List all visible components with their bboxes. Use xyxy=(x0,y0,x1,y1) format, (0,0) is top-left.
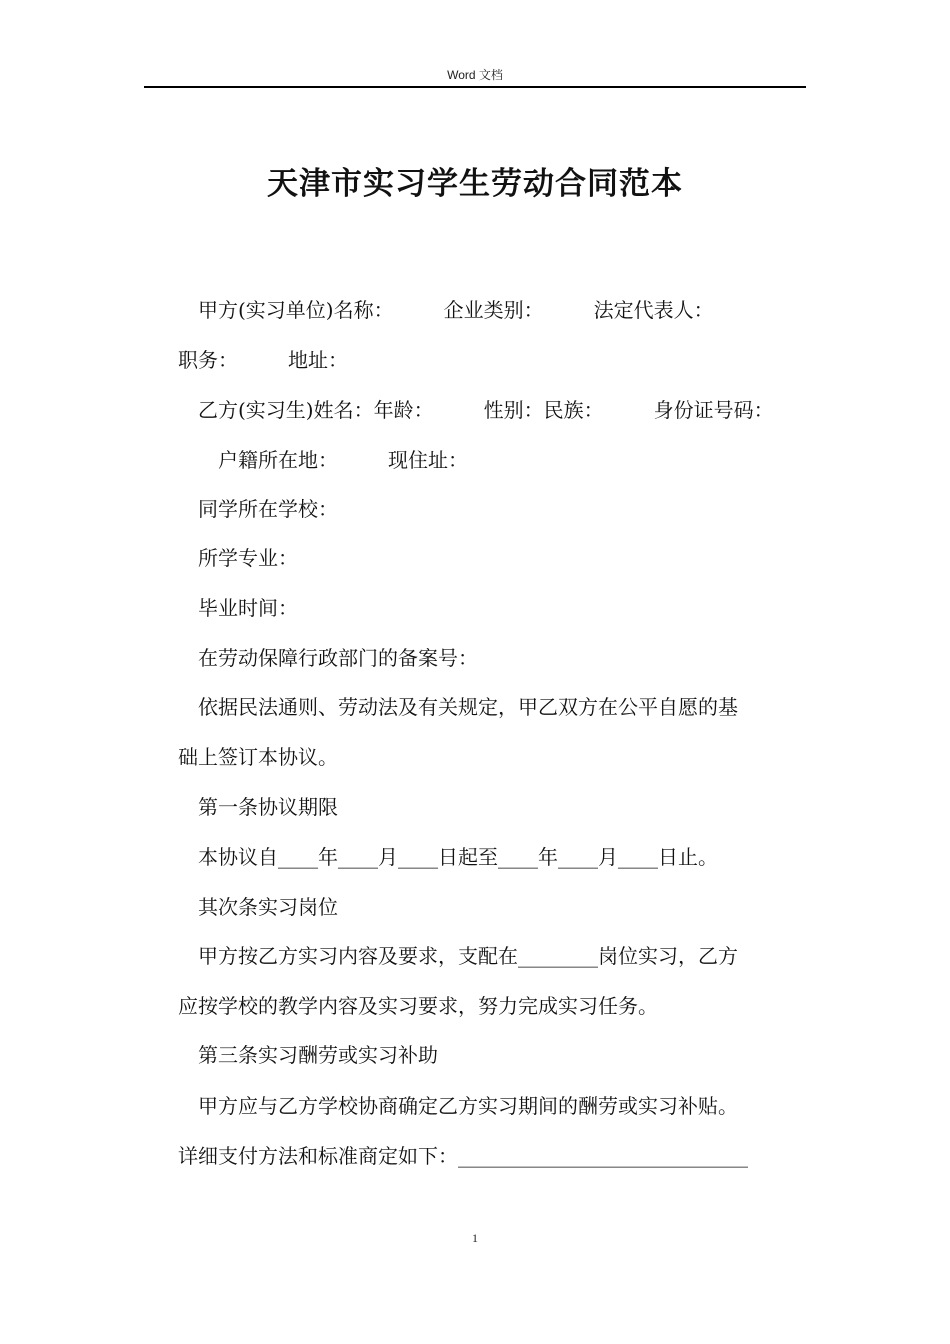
body-line: 甲方(实习单位)名称： 企业类别： 法定代表人： xyxy=(178,298,714,322)
section-heading: 其次条实习岗位 xyxy=(178,895,338,919)
body-line: 所学专业： xyxy=(178,546,298,570)
header-rule xyxy=(144,86,806,88)
body-line: 在劳动保障行政部门的备案号： xyxy=(178,646,478,670)
body-line: 甲方应与乙方学校协商确定乙方实习期间的酬劳或实习补贴。 xyxy=(178,1094,738,1118)
body-line: 应按学校的教学内容及实习要求，努力完成实习任务。 xyxy=(178,994,658,1018)
body-line: 依据民法通则、劳动法及有关规定，甲乙双方在公平自愿的基 xyxy=(178,695,738,719)
header-label: Word 文档 xyxy=(447,68,503,82)
body-line: 户籍所在地： 现住址： xyxy=(178,448,468,472)
body-line: 乙方(实习生)姓名：年龄： 性别：民族： 身份证号码： xyxy=(178,398,774,422)
body-line: 甲方按乙方实习内容及要求，支配在________岗位实习，乙方 xyxy=(178,944,738,968)
section-heading: 第一条协议期限 xyxy=(178,795,338,819)
body-line: 毕业时间： xyxy=(178,596,298,620)
section-heading: 第三条实习酬劳或实习补助 xyxy=(178,1043,438,1067)
document-title: 天津市实习学生劳动合同范本 xyxy=(267,166,683,202)
page-number: 1 xyxy=(472,1231,478,1245)
body-line: 础上签订本协议。 xyxy=(178,745,338,769)
body-line: 详细支付方法和标准商定如下：_____________________________ xyxy=(178,1144,748,1168)
body-line: 职务： 地址： xyxy=(178,348,348,372)
body-line: 本协议自____年____月____日起至____年____月____日止。 xyxy=(178,845,718,869)
body-line: 同学所在学校： xyxy=(178,497,338,521)
